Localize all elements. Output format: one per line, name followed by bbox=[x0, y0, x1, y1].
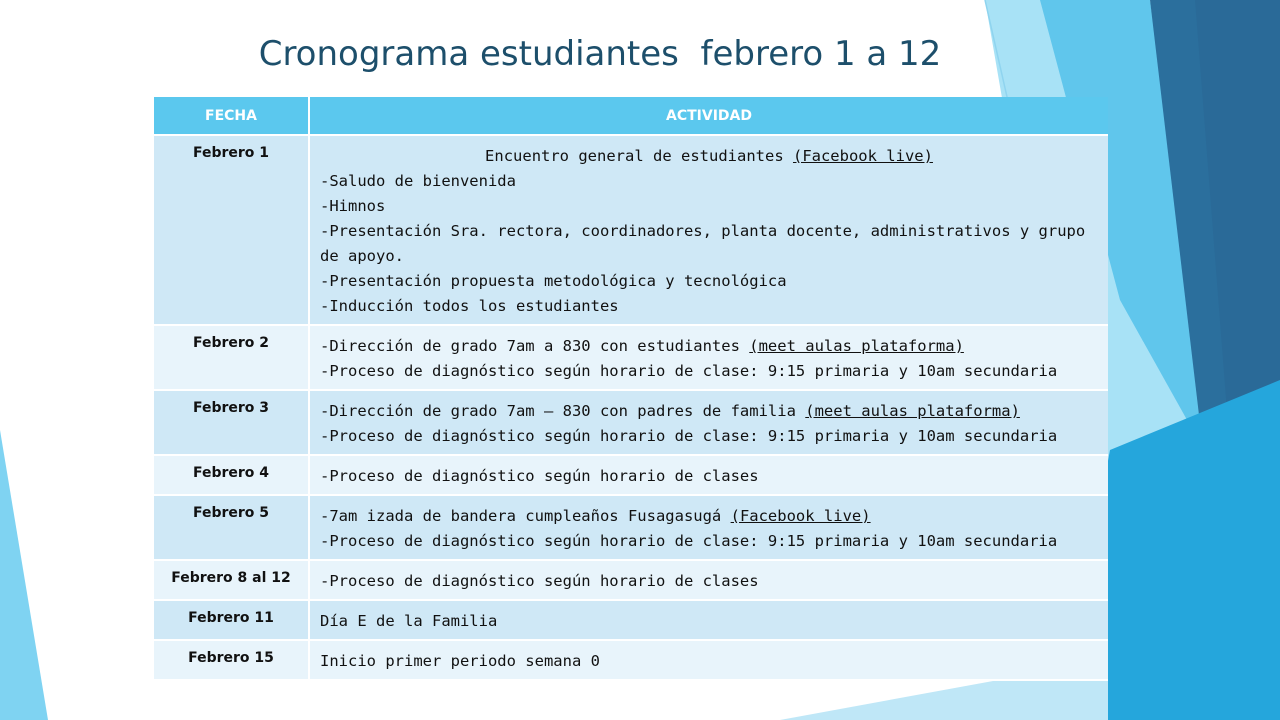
decor-left-strip bbox=[0, 430, 48, 720]
date-cell: Febrero 4 bbox=[154, 455, 309, 495]
activity-text: -Proceso de diagnóstico según horario de clase: 9:15 primaria y 10am secundaria bbox=[320, 362, 1058, 380]
activity-line bbox=[320, 649, 1098, 674]
table-row bbox=[154, 640, 1108, 680]
activity-line bbox=[320, 504, 1098, 529]
activity-text: -7am izada de bandera cumpleaños Fusagasugá bbox=[320, 507, 731, 525]
header-fecha: FECHA bbox=[154, 97, 309, 135]
activity-text: -Presentación Sra. rectora, coordinadores, planta docente, administrativos y grupo de apoyo. bbox=[320, 222, 1086, 265]
activity-cell bbox=[309, 390, 1108, 455]
activity-cell bbox=[309, 135, 1108, 325]
activity-text: -Proceso de diagnóstico según horario de clase: 9:15 primaria y 10am secundaria bbox=[320, 532, 1058, 550]
activity-line bbox=[320, 194, 1098, 219]
activity-line bbox=[320, 359, 1098, 384]
table-row bbox=[154, 495, 1108, 560]
activity-link[interactable]: (Facebook live) bbox=[792, 147, 933, 165]
activity-cell bbox=[309, 495, 1108, 560]
activity-line bbox=[320, 569, 1098, 594]
activity-line bbox=[320, 529, 1098, 554]
activity-cell bbox=[309, 640, 1108, 680]
table-header-row bbox=[154, 97, 1108, 135]
activity-line bbox=[320, 464, 1098, 489]
activity-text: -Presentación propuesta metodológica y tecnológica bbox=[320, 272, 787, 290]
table-row bbox=[154, 325, 1108, 390]
activity-text: Día E de la Familia bbox=[320, 612, 498, 630]
activity-line bbox=[320, 219, 1098, 269]
activity-link[interactable]: (Facebook live) bbox=[730, 507, 871, 525]
activity-line bbox=[320, 609, 1098, 634]
date-cell: Febrero 5 bbox=[154, 495, 309, 560]
table-row bbox=[154, 135, 1108, 325]
activity-link[interactable]: (meet aulas plataforma) bbox=[749, 337, 964, 355]
header-actividad: ACTIVIDAD bbox=[309, 97, 1108, 135]
activity-text: -Proceso de diagnóstico según horario de clases bbox=[320, 572, 759, 590]
date-cell: Febrero 1 bbox=[154, 135, 309, 325]
slide-title: Cronograma estudiantes febrero 1 a 12 bbox=[258, 34, 942, 74]
activity-line bbox=[320, 424, 1098, 449]
activity-text: -Proceso de diagnóstico según horario de clases bbox=[320, 467, 759, 485]
activity-cell bbox=[309, 600, 1108, 640]
activity-text: -Proceso de diagnóstico según horario de clase: 9:15 primaria y 10am secundaria bbox=[320, 427, 1058, 445]
activity-cell bbox=[309, 325, 1108, 390]
activity-text: Inicio primer periodo semana 0 bbox=[320, 652, 600, 670]
activity-link[interactable]: (meet aulas plataforma) bbox=[805, 402, 1020, 420]
activity-text: -Dirección de grado 7am a 830 con estudiantes bbox=[320, 337, 750, 355]
activity-text: -Dirección de grado 7am – 830 con padres de familia bbox=[320, 402, 806, 420]
date-cell: Febrero 11 bbox=[154, 600, 309, 640]
activity-cell bbox=[309, 560, 1108, 600]
activity-text: -Himnos bbox=[320, 197, 386, 215]
activity-text: Encuentro general de estudiantes bbox=[485, 147, 793, 165]
schedule-table bbox=[154, 97, 1108, 681]
activity-line bbox=[320, 144, 1098, 169]
table-row bbox=[154, 390, 1108, 455]
date-cell: Febrero 15 bbox=[154, 640, 309, 680]
table-row bbox=[154, 560, 1108, 600]
activity-line bbox=[320, 269, 1098, 294]
activity-text: -Saludo de bienvenida bbox=[320, 172, 516, 190]
activity-line bbox=[320, 169, 1098, 194]
activity-text: -Inducción todos los estudiantes bbox=[320, 297, 619, 315]
table-row bbox=[154, 455, 1108, 495]
table-row bbox=[154, 600, 1108, 640]
date-cell: Febrero 2 bbox=[154, 325, 309, 390]
activity-line bbox=[320, 294, 1098, 319]
activity-line bbox=[320, 334, 1098, 359]
date-cell: Febrero 8 al 12 bbox=[154, 560, 309, 600]
activity-cell bbox=[309, 455, 1108, 495]
date-cell: Febrero 3 bbox=[154, 390, 309, 455]
activity-line bbox=[320, 399, 1098, 424]
